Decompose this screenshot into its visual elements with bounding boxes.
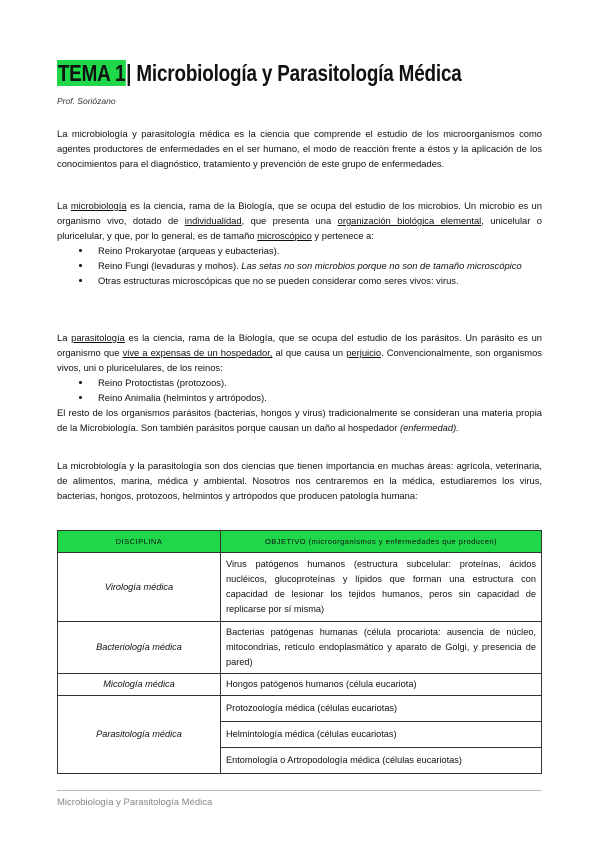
term-parasitologia: parasitología bbox=[71, 332, 125, 343]
item-text: Otras estructuras microscópicas que no se pueden considerar como seres vivos: virus. bbox=[98, 275, 459, 286]
text: La bbox=[57, 332, 72, 343]
table-row bbox=[58, 696, 542, 722]
term-microscopico: microscópico bbox=[257, 230, 312, 241]
discipline-cell: Virología médica bbox=[58, 553, 221, 622]
text: El resto de los organismos parásitos (bacterias, hongos y virus) tradicionalmente se consideran una materia propia de la Microbiología. Son también parásitos porque causan un daño al hospedador bbox=[57, 407, 542, 433]
footer-divider bbox=[57, 790, 542, 791]
text: , que presenta una bbox=[241, 215, 338, 226]
author: Prof. Soriózano bbox=[57, 96, 116, 106]
item-note: Las setas no son microbios porque no son de tamaño microscópico bbox=[241, 260, 522, 271]
text: , unicelular o pluricelular, y que, por lo general, es de tamaño bbox=[57, 215, 543, 241]
item-text: Reino Fungi (levaduras y mohos). bbox=[98, 260, 242, 271]
discipline-cell: Micología médica bbox=[58, 674, 221, 696]
text: es la ciencia, rama de la Biología, que se ocupa del estudio de los microbios. Un microbio es un organismo vivo, dotado de bbox=[57, 200, 542, 226]
disciplines-table bbox=[57, 530, 542, 774]
parasitology-paragraph bbox=[57, 330, 542, 435]
discipline-cell: Bacteriología médica bbox=[58, 622, 221, 674]
text: y pertenece a: bbox=[311, 230, 374, 241]
footer-text: Microbiología y Parasitología Médica bbox=[57, 797, 213, 808]
kingdom-list bbox=[57, 243, 542, 288]
table-row bbox=[58, 553, 542, 622]
title-separator: | bbox=[126, 60, 132, 86]
objective-cell: Helmintología médica (células eucariotas) bbox=[221, 722, 542, 748]
objective-cell: Hongos patógenos humanos (célula eucariota) bbox=[221, 674, 542, 696]
objective-cell: Virus patógenos humanos (estructura subcelular: proteínas, ácidos nucléicos, glucoproteínas y lípidos que forman una estructura con capacidad de lesionar los tejidos humanos, peros sin capacidad de replicarse por sí misma) bbox=[221, 553, 542, 622]
header-disciplina: DISCIPLINA bbox=[58, 531, 221, 553]
page-title bbox=[57, 60, 462, 87]
title-text: Microbiología y Parasitología Médica bbox=[136, 60, 462, 86]
discipline-cell: Parasitología médica bbox=[58, 696, 221, 774]
table-header bbox=[58, 531, 542, 553]
table-row bbox=[58, 674, 542, 696]
objective-cell: Entomología o Artropodología médica (células eucariotas) bbox=[221, 748, 542, 774]
list-item bbox=[92, 258, 542, 273]
term-individualidad: individualidad bbox=[184, 215, 242, 226]
list-item: • Reino Protoctistas (protozoos). bbox=[92, 375, 542, 390]
table-row bbox=[58, 622, 542, 674]
header-objetivo: OBJETIVO (microorganismos y enfermedades que producen) bbox=[221, 531, 542, 553]
kingdom-list bbox=[57, 375, 542, 405]
text: al que causa un bbox=[272, 347, 347, 358]
list-item bbox=[92, 243, 542, 258]
list-item: • Reino Animalia (helmintos y artrópodos). bbox=[92, 390, 542, 405]
microbiology-paragraph bbox=[57, 198, 542, 288]
term-microbiologia: microbiología bbox=[70, 200, 127, 211]
objective-cell: Bacterias patógenas humanas (célula procariota: ausencia de núcleo, mitocondrias, retículo endoplasmático y aparato de Golgi, y presencia de pared) bbox=[221, 622, 542, 674]
term-organizacion: organización biológica elemental bbox=[337, 215, 482, 226]
list-item bbox=[92, 273, 542, 288]
term-hospedador: vive a expensas de un hospedador, bbox=[122, 347, 273, 358]
text: es la ciencia, rama de la Biología, que se ocupa del estudio de los parásitos. Un parásito es un organismo que bbox=[57, 332, 542, 358]
item-text: Reino Prokaryotae (arqueas y eubacterias). bbox=[98, 245, 280, 256]
objective-cell: Protozoología médica (células eucariotas) bbox=[221, 696, 542, 722]
intro-paragraph: La microbiología y parasitología médica es la ciencia que comprende el estudio de los microorganismos como agentes productores de enfermedades en el ser humano, el modo de reacción frente a éstos y la aplicación de los conocimientos para el diagnóstico, tratamiento y prevención de este grupo de enfermedades. bbox=[57, 128, 542, 169]
areas-paragraph: La microbiología y la parasitología son dos ciencias que tienen importancia en muchas áreas: agrícola, veterinaria, de alimentos, marina, médica y ambiental. Nosotros nos centraremos en la médica, estudiaremos los virus, bacterias, hongos, protozoos, helmintos y artrópodos que producen patología humana: bbox=[57, 460, 542, 501]
text: . Convencionalmente, son organismos vivos, uni o pluricelulares, de los reinos: bbox=[57, 347, 542, 373]
text: (enfermedad). bbox=[399, 422, 459, 433]
tema-label: TEMA 1 bbox=[57, 60, 126, 86]
text: La bbox=[57, 200, 71, 211]
term-perjuicio: perjuicio bbox=[346, 347, 382, 358]
